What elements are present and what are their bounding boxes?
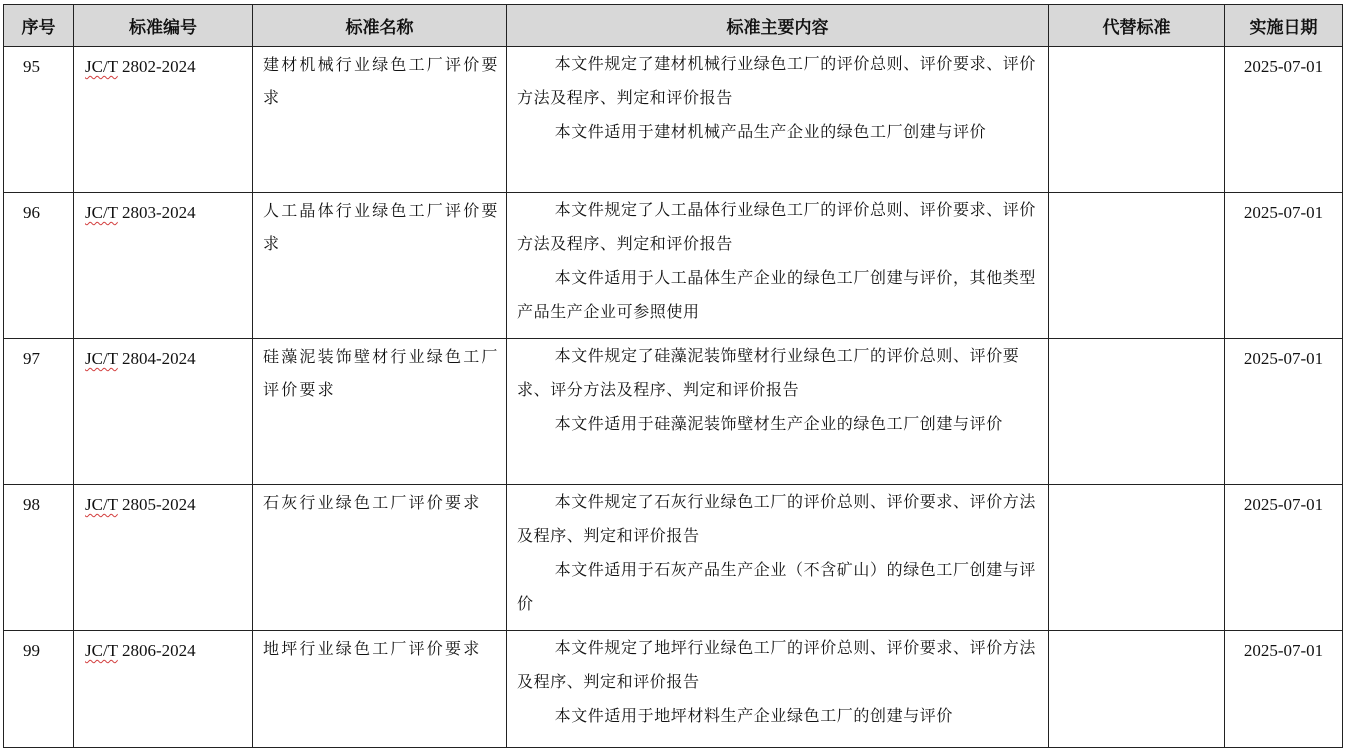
row-standard-code	[74, 339, 253, 485]
row-standard-name: 建材机械行业绿色工厂评价要求	[263, 55, 500, 107]
code-number: 2806-2024	[117, 641, 196, 660]
table-row	[4, 485, 1343, 631]
row-standard-name-cell	[253, 47, 507, 193]
row-standard-name: 地坪行业绿色工厂评价要求	[263, 639, 482, 658]
table-row	[4, 193, 1343, 339]
header-effective-date: 实施日期	[1225, 5, 1343, 47]
row-effective-date: 2025-07-01	[1225, 339, 1343, 485]
header-replaced-standard: 代替标准	[1049, 5, 1225, 47]
code-number: 2805-2024	[117, 495, 196, 514]
table-row	[4, 339, 1343, 485]
row-main-content	[507, 193, 1049, 339]
row-standard-name-cell	[253, 485, 507, 631]
row-effective-date: 2025-07-01	[1225, 485, 1343, 631]
content-paragraph-applicability: 本文件适用于地坪材料生产企业绿色工厂的创建与评价	[554, 706, 953, 725]
content-paragraph-scope: 本文件规定了建材机械行业绿色工厂的评价总则、评价要求、评价方法及程序、判定和评价报告	[517, 54, 1036, 107]
content-paragraph-scope: 本文件规定了石灰行业绿色工厂的评价总则、评价要求、评价方法及程序、判定和评价报告	[517, 492, 1036, 545]
header-standard-code: 标准编号	[74, 5, 253, 47]
row-standard-code	[74, 485, 253, 631]
content-paragraph-applicability: 本文件适用于人工晶体生产企业的绿色工厂创建与评价，其他类型产品生产企业可参照使用	[517, 268, 1036, 321]
code-prefix: JC/T	[85, 57, 118, 76]
table-header-row	[4, 5, 1343, 47]
row-main-content	[507, 339, 1049, 485]
content-paragraph-applicability: 本文件适用于硅藻泥装饰壁材生产企业的绿色工厂创建与评价	[554, 414, 1003, 433]
standards-table	[3, 4, 1343, 748]
content-paragraph-scope: 本文件规定了人工晶体行业绿色工厂的评价总则、评价要求、评价方法及程序、判定和评价报告	[517, 200, 1036, 253]
row-seq: 99	[4, 631, 74, 748]
row-standard-name-cell	[253, 193, 507, 339]
code-prefix: JC/T	[85, 203, 118, 222]
code-prefix: JC/T	[85, 641, 118, 660]
content-paragraph-scope: 本文件规定了地坪行业绿色工厂的评价总则、评价要求、评价方法及程序、判定和评价报告	[517, 638, 1036, 691]
header-standard-name: 标准名称	[253, 5, 507, 47]
row-standard-code	[74, 47, 253, 193]
code-number: 2804-2024	[117, 349, 196, 368]
table-row	[4, 631, 1343, 748]
row-standard-code	[74, 193, 253, 339]
row-replaced-standard	[1049, 339, 1225, 485]
row-main-content	[507, 47, 1049, 193]
row-standard-name-cell	[253, 631, 507, 748]
row-seq: 97	[4, 339, 74, 485]
row-replaced-standard	[1049, 193, 1225, 339]
header-seq: 序号	[4, 5, 74, 47]
row-standard-name: 人工晶体行业绿色工厂评价要求	[263, 201, 500, 253]
row-replaced-standard	[1049, 631, 1225, 748]
row-seq: 98	[4, 485, 74, 631]
code-prefix: JC/T	[85, 349, 118, 368]
row-seq: 95	[4, 47, 74, 193]
code-number: 2802-2024	[117, 57, 196, 76]
content-paragraph-applicability: 本文件适用于建材机械产品生产企业的绿色工厂创建与评价	[554, 122, 987, 141]
table-row	[4, 47, 1343, 193]
row-replaced-standard	[1049, 485, 1225, 631]
code-number: 2803-2024	[117, 203, 196, 222]
content-paragraph-applicability: 本文件适用于石灰产品生产企业（不含矿山）的绿色工厂创建与评价	[517, 560, 1036, 613]
row-seq: 96	[4, 193, 74, 339]
row-main-content	[507, 485, 1049, 631]
content-paragraph-scope: 本文件规定了硅藻泥装饰壁材行业绿色工厂的评价总则、评价要求、评分方法及程序、判定和评价报告	[517, 346, 1020, 399]
row-replaced-standard	[1049, 47, 1225, 193]
row-effective-date: 2025-07-01	[1225, 47, 1343, 193]
row-effective-date: 2025-07-01	[1225, 631, 1343, 748]
row-standard-name: 硅藻泥装饰壁材行业绿色工厂评价要求	[263, 347, 500, 399]
row-effective-date: 2025-07-01	[1225, 193, 1343, 339]
row-standard-code	[74, 631, 253, 748]
code-prefix: JC/T	[85, 495, 118, 514]
row-standard-name-cell	[253, 339, 507, 485]
header-main-content: 标准主要内容	[507, 5, 1049, 47]
row-standard-name: 石灰行业绿色工厂评价要求	[263, 493, 482, 512]
row-main-content	[507, 631, 1049, 748]
